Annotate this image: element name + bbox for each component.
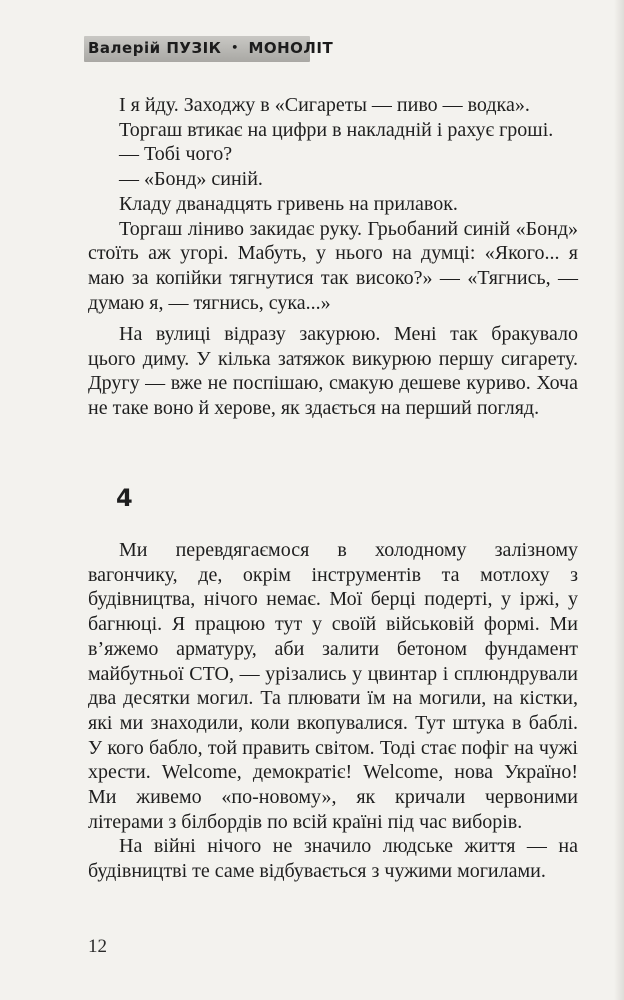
header-separator: • (231, 41, 239, 54)
paragraph: Кладу дванадцять гривень на прилавок. (119, 192, 458, 215)
page-number: 12 (88, 936, 107, 957)
paragraph: Торгаш втикає на цифри в накладній і рахує гроші. (119, 118, 554, 141)
text-block-1 (88, 93, 578, 315)
dialogue-line: — Тобі чого? (119, 143, 233, 166)
running-header (88, 38, 333, 58)
paragraph: І я йду. Заходжу в «Сигареты — пиво — водка». (119, 94, 530, 116)
header-title: МОНОЛІТ (248, 39, 334, 57)
paragraph: Ми перевдягаємося в холодному залізному вагончику, де, окрім інструментів та мотлоху з будівництва, нічого немає. Мої берці подерті, у іржі, у багнюці. Я працюю тут у своїй військовій формі. Ми в’яжемо арматуру, аби залити бетоном фундамент майбутньої СТО, — урізались у цвинтар і сплюндрували два десятки могил. Та плювати їм на могили, на кістки, які ми знаходили, коли вкопувалися. Тут штука в баблі. У кого бабло, той править світом. Тоді стає пофіг на чужі хрести. Welcome, демократіє! Welcome, нова Україно! Ми живемо «по-новому», як кричали червоними літерами з білбордів по всій країні під час виборів. (88, 539, 578, 833)
paragraph: Торгаш ліниво закидає руку. Грьобаний синій «Бонд» стоїть аж угорі. Мабуть, у нього на думці: «Якого... я маю за копійки тягнутися так високо?» — «Тягнись, — думаю я, — тягнись, сука...» (88, 217, 578, 314)
header-author: Валерій ПУЗІК (88, 39, 222, 57)
page-edge-shadow (614, 0, 624, 1000)
section-number: 4 (116, 484, 133, 512)
dialogue-line: — «Бонд» синій. (119, 168, 263, 191)
paragraph: На війні нічого не значило людське життя — на будівництві те саме відбувається з чужими могилами. (88, 835, 578, 883)
text-block-3 (88, 538, 578, 884)
paragraph: На вулиці відразу закурюю. Мені так бракувало цього диму. У кілька затяжок викурюю першу сигарету. Другу — вже не поспішаю, смакую дешеве куриво. Хоча не таке воно й херове, як здається на перший погляд. (88, 323, 578, 420)
text-block-2 (88, 322, 578, 421)
